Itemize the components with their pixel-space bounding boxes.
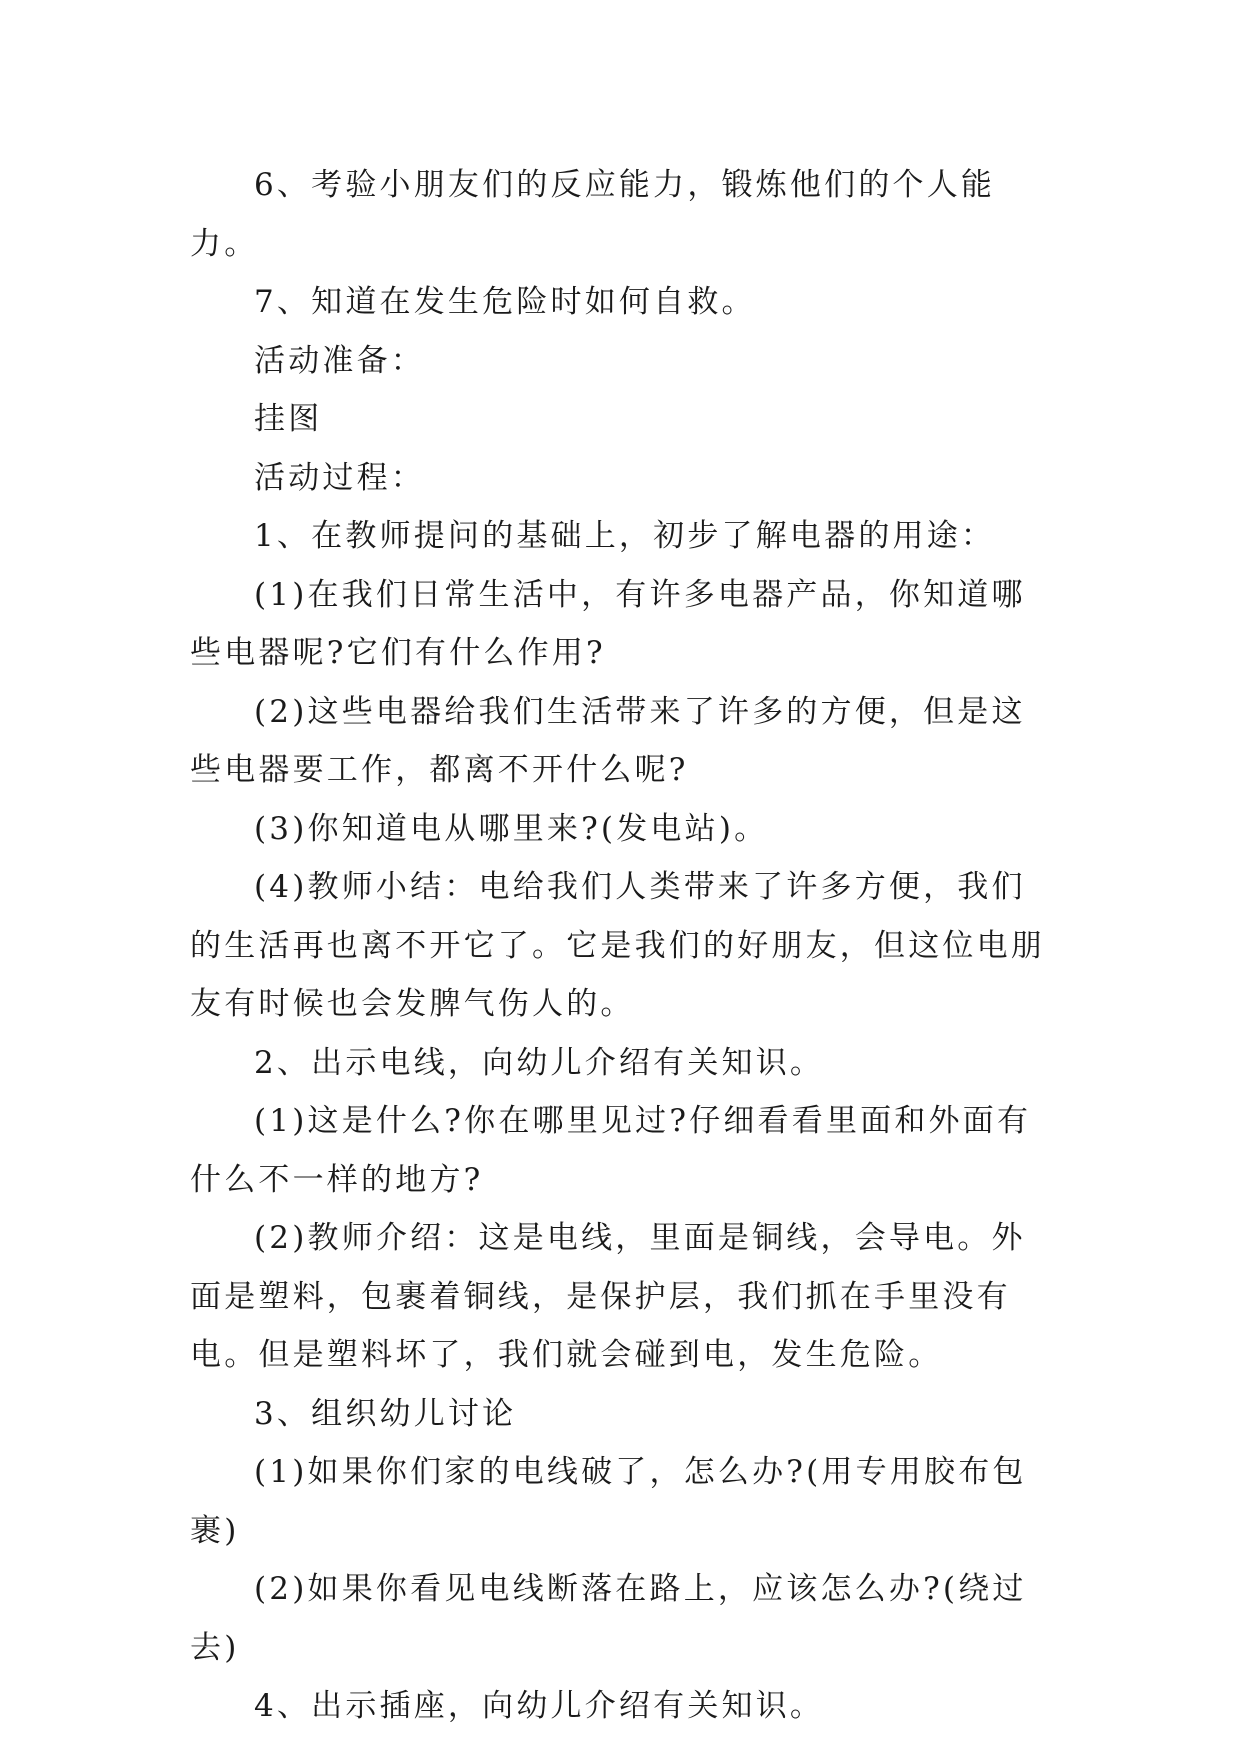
paragraph-step-1-summary: (4)教师小结：电给我们人类带来了许多方便，我们的生活再也离不开它了。它是我们的好朋友，但这位电朋友有时候也会发脾气伤人的。 bbox=[190, 869, 1045, 1022]
section-heading-process: 活动过程： bbox=[254, 459, 425, 496]
paragraph-goal-6: 6、考验小朋友们的反应能力，锻炼他们的个人能力。 bbox=[190, 167, 996, 262]
paragraph-step-1: 1、在教师提问的基础上，初步了解电器的用途： bbox=[254, 518, 996, 554]
paragraph-step-3-q1: (1)如果你们家的电线破了，怎么办?(用专用胶布包裹) bbox=[190, 1454, 1027, 1549]
paragraph-step-4: 4、出示插座，向幼儿介绍有关知识。 bbox=[254, 1688, 825, 1724]
section-heading-preparation: 活动准备： bbox=[254, 342, 425, 379]
paragraph-step-3: 3、组织幼儿讨论 bbox=[254, 1395, 517, 1432]
paragraph-step-1-q2: (2)这些电器给我们生活带来了许多的方便，但是这些电器要工作，都离不开什么呢? bbox=[190, 693, 1026, 788]
paragraph-step-2-intro: (2)教师介绍：这是电线，里面是铜线，会导电。外面是塑料，包裹着铜线，是保护层，我们抓在手里没有电。但是塑料坏了，我们就会碰到电，发生危险。 bbox=[190, 1220, 1026, 1373]
paragraph-step-3-q2: (2)如果你看见电线断落在路上，应该怎么办?(绕过去) bbox=[190, 1571, 1027, 1666]
document-body bbox=[190, 156, 1050, 1736]
paragraph-step-2-q1: (1)这是什么?你在哪里见过?仔细看看里面和外面有什么不一样的地方? bbox=[190, 1103, 1032, 1198]
paragraph-step-1-q1: (1)在我们日常生活中，有许多电器产品，你知道哪些电器呢?它们有什么作用? bbox=[190, 576, 1026, 671]
paragraph-step-1-q3: (3)你知道电从哪里来?(发电站)。 bbox=[254, 810, 769, 847]
paragraph-preparation-item: 挂图 bbox=[254, 401, 323, 437]
paragraph-step-2: 2、出示电线，向幼儿介绍有关知识。 bbox=[254, 1044, 825, 1081]
paragraph-goal-7: 7、知道在发生危险时如何自救。 bbox=[254, 284, 756, 320]
